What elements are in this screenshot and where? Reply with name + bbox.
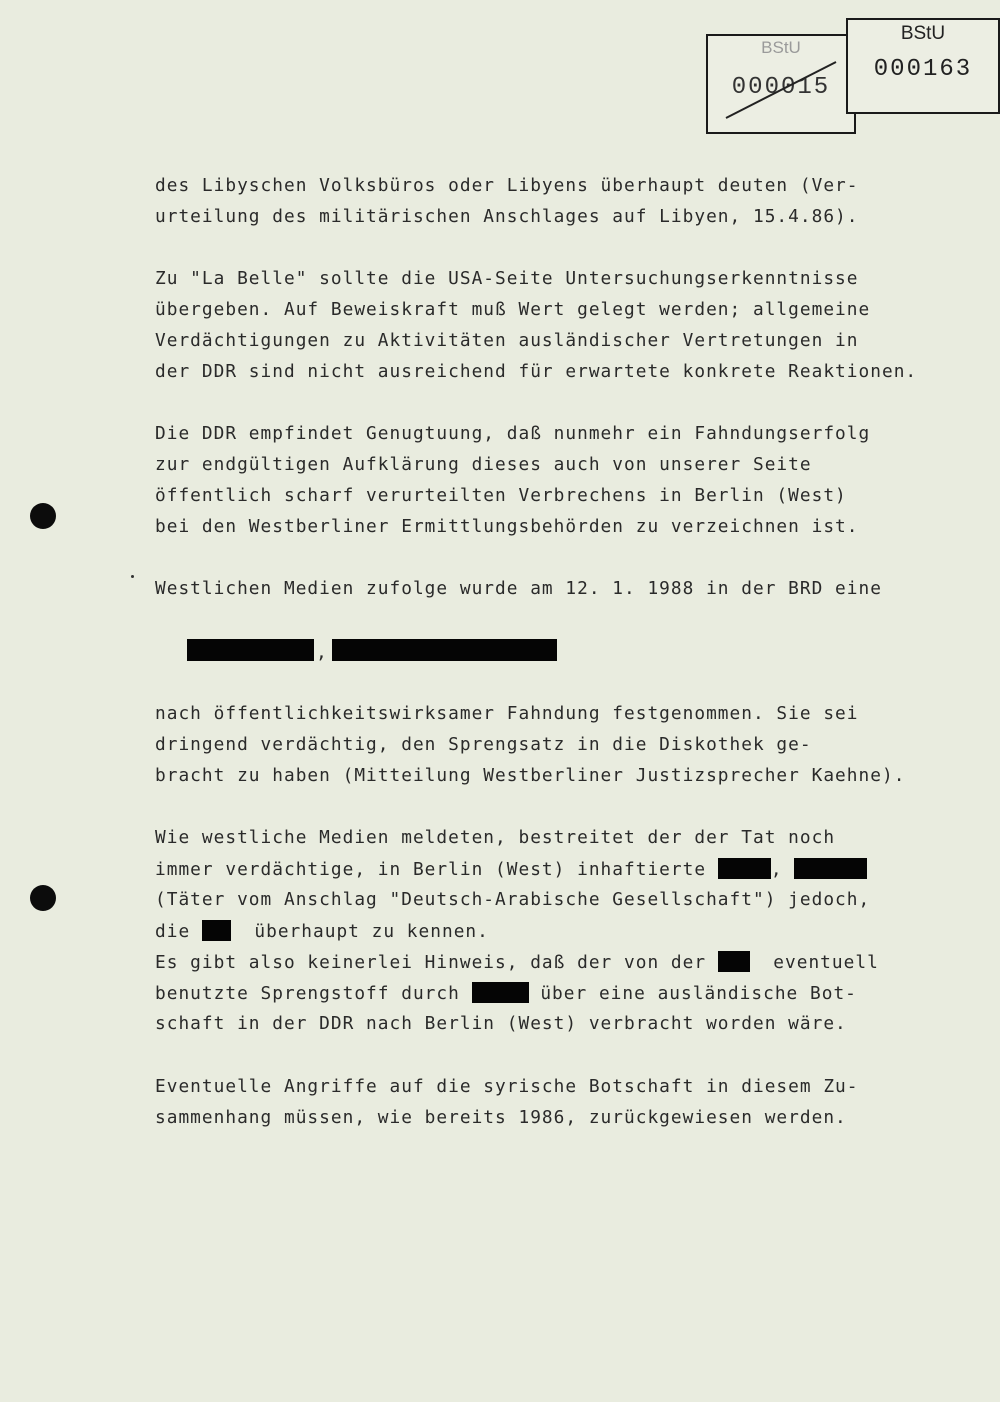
stamp-new-label: BStU (900, 23, 946, 44)
redaction-bar (718, 951, 750, 972)
redaction-bar (187, 639, 314, 661)
text-line: (Täter vom Anschlag "Deutsch-Arabische Gesellschaft") jedoch, (155, 889, 871, 910)
text-line: öffentlich scharf verurteilten Verbrechens in Berlin (West) (155, 485, 847, 506)
redaction-bar (472, 982, 529, 1003)
text-line: schaft in der DDR nach Berlin (West) verbracht worden wäre. (155, 1013, 847, 1034)
text-line: Zu "La Belle" sollte die USA-Seite Untersuchungserkenntnisse (155, 268, 859, 289)
bstu-stamp-new (846, 18, 1000, 114)
paper-speck (131, 575, 134, 578)
text-line: bei den Westberliner Ermittlungsbehörden zu verzeichnen ist. (155, 516, 859, 537)
text-line: Westlichen Medien zufolge wurde am 12. 1. 1988 in der BRD eine (155, 578, 882, 599)
text-line: des Libyschen Volksbüros oder Libyens überhaupt deuten (Ver- (155, 175, 859, 196)
text-line (155, 951, 879, 974)
stamp-old-number: 000015 (731, 74, 831, 101)
punch-hole-top (30, 503, 56, 529)
text-line: zur endgültigen Aufklärung dieses auch von unserer Seite (155, 454, 812, 475)
stamp-old-label: BStU (761, 38, 801, 57)
text-segment: über eine ausländische Bot- (540, 983, 857, 1004)
redaction-bar (794, 858, 867, 879)
text-line (155, 920, 489, 943)
text-line: dringend verdächtig, den Sprengsatz in die Diskothek ge- (155, 734, 812, 755)
redaction-bar (718, 858, 771, 879)
redaction-bar (202, 920, 231, 941)
punch-hole-bottom (30, 885, 56, 911)
text-segment: überhaupt zu kennen. (254, 921, 489, 942)
text-line: sammenhang müssen, wie bereits 1986, zurückgewiesen werden. (155, 1107, 847, 1128)
text-line: Die DDR empfindet Genugtuung, daß nunmehr ein Fahndungserfolg (155, 423, 871, 444)
text-segment: die (155, 921, 191, 942)
text-line: Verdächtigungen zu Aktivitäten ausländischer Vertretungen in (155, 330, 859, 351)
comma: , (316, 642, 327, 663)
stamp-new-number: 000163 (873, 56, 973, 83)
text-line (155, 982, 857, 1005)
text-line: Eventuelle Angriffe auf die syrische Botschaft in diesem Zu- (155, 1076, 859, 1097)
text-line (155, 858, 867, 881)
bstu-stamp-old (706, 34, 856, 134)
text-segment: Es gibt also keinerlei Hinweis, daß der von der (155, 952, 707, 973)
text-line: urteilung des militärischen Anschlages auf Libyen, 15.4.86). (155, 206, 859, 227)
text-line: übergeben. Auf Beweiskraft muß Wert gelegt werden; allgemeine (155, 299, 871, 320)
redaction-bar (332, 639, 557, 661)
text-line: nach öffentlichkeitswirksamer Fahndung festgenommen. Sie sei (155, 703, 859, 724)
text-line: der DDR sind nicht ausreichend für erwartete konkrete Reaktionen. (155, 361, 918, 382)
text-line: bracht zu haben (Mitteilung Westberliner Justizsprecher Kaehne). (155, 765, 906, 786)
text-segment: immer verdächtige, in Berlin (West) inhaftierte (155, 859, 707, 880)
text-line: Wie westliche Medien meldeten, bestreitet der der Tat noch (155, 827, 836, 848)
text-segment: benutzte Sprengstoff durch (155, 983, 460, 1004)
strike-through-line (708, 36, 854, 132)
comma: , (770, 859, 783, 880)
text-segment: eventuell (773, 952, 879, 973)
